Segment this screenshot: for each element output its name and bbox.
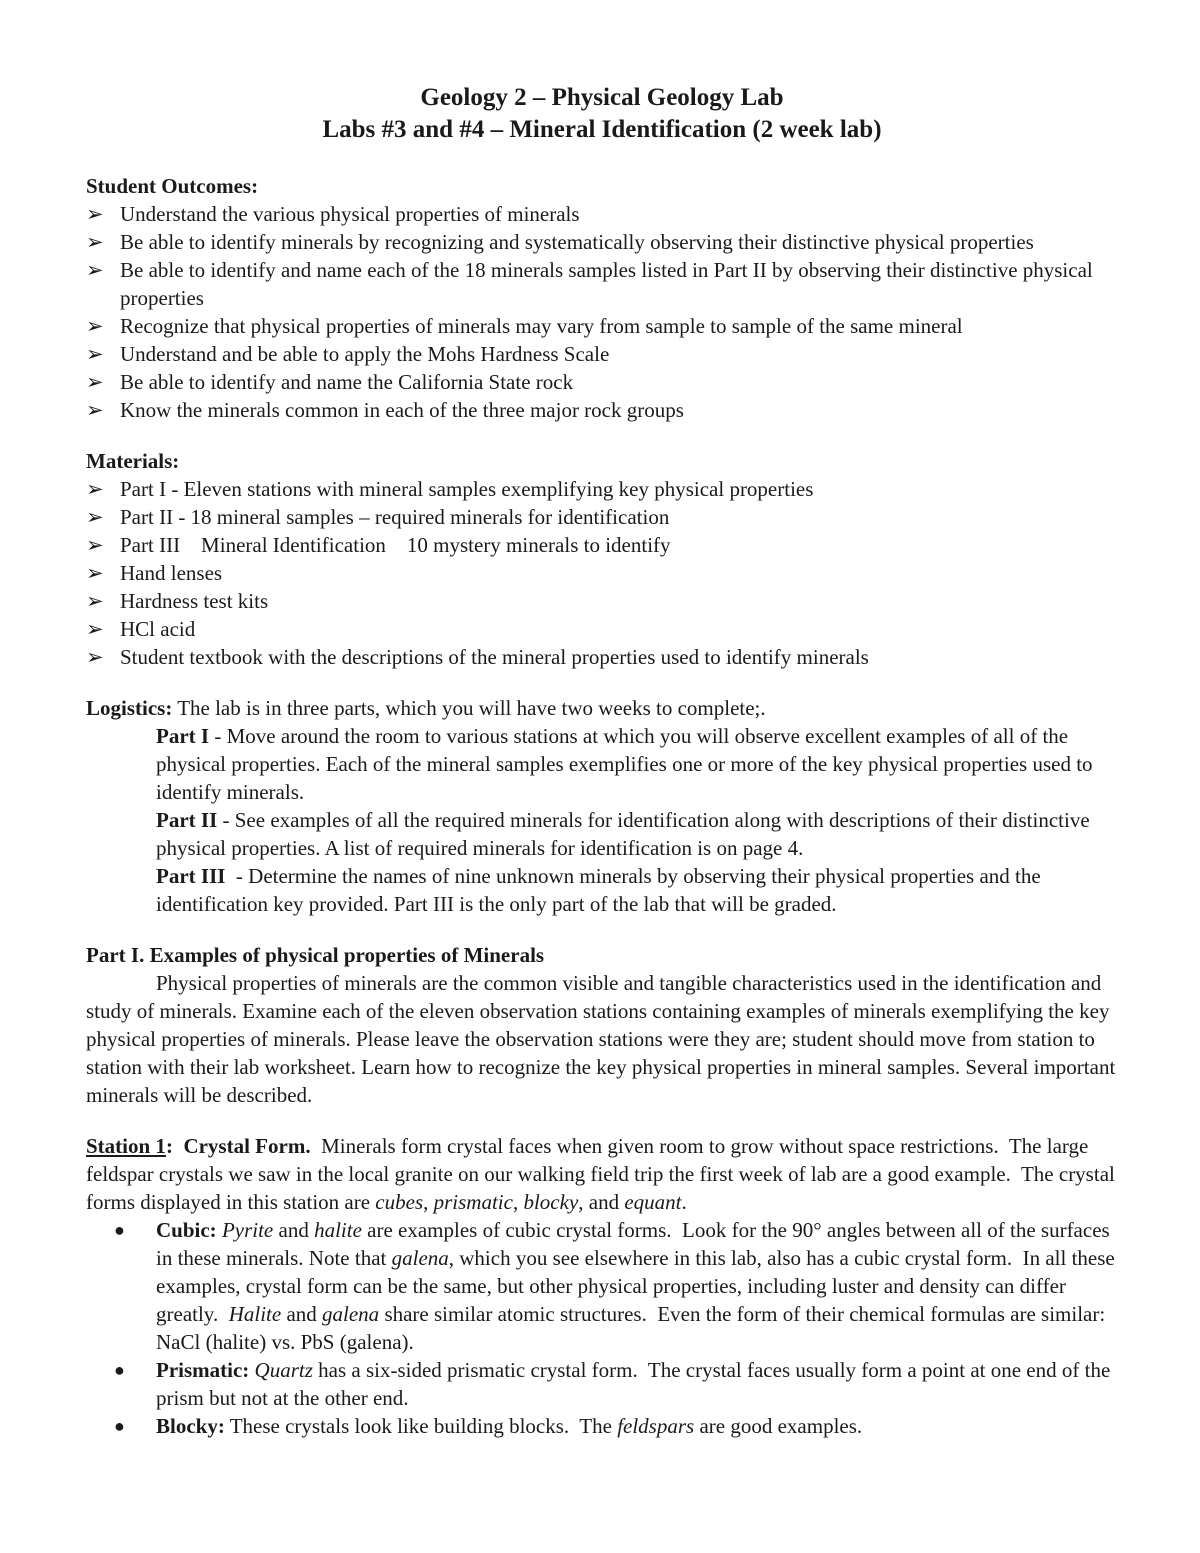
arrow-bullet-icon: ➢ — [86, 342, 104, 366]
list-item: ➢ Part III Mineral Identification 10 mystery minerals to identify — [86, 533, 671, 557]
arrow-bullet-icon: ➢ — [86, 645, 104, 669]
list-item: ➢ HCl acid — [86, 617, 196, 641]
list-item-blocky: ● Blocky: These crystals look like building blocks. The feldspars are good examples. — [114, 1414, 863, 1438]
part-one-heading: Part I. Examples of physical properties of Minerals — [86, 943, 545, 967]
bullet-dot-icon: ● — [114, 1416, 125, 1436]
logistics-part-2: Part II - See examples of all the required minerals for identification along with descriptions of their distinctive physical properties. A list of required minerals for identification is on page 4. — [156, 808, 1090, 860]
arrow-bullet-icon: ➢ — [86, 258, 104, 282]
list-item: ➢ Recognize that physical properties of minerals may vary from sample to sample of the same mineral — [86, 314, 963, 338]
arrow-bullet-icon: ➢ — [86, 617, 104, 641]
list-item: ➢ Hardness test kits — [86, 589, 269, 613]
arrow-bullet-icon: ➢ — [86, 477, 104, 501]
materials-heading: Materials: — [86, 449, 180, 473]
list-item: ➢ Student textbook with the descriptions of the mineral properties used to identify minerals — [86, 645, 869, 669]
arrow-bullet-icon: ➢ — [86, 370, 104, 394]
arrow-bullet-icon: ➢ — [86, 314, 104, 338]
list-item: ➢ Hand lenses — [86, 561, 223, 585]
student-outcomes-section — [86, 172, 1118, 424]
list-item: ➢ Know the minerals common in each of the three major rock groups — [86, 398, 684, 422]
list-item-cubic: ● Cubic: Pyrite and halite are examples of cubic crystal forms. Look for the 90° angles between all of the surfaces in these minerals. Note that galena, which you see elsewhere in this lab, also has a cubic crystal form. In all these examples, crystal form can be the same, but other physical properties, including luster and density can differ greatly. Halite and galena share similar atomic structures. Even the form of their chemical formulas are similar: NaCl (halite) vs. PbS (galena). — [114, 1218, 1120, 1354]
materials-section — [86, 447, 1118, 671]
logistics-intro: Logistics: The lab is in three parts, which you will have two weeks to complete;. — [86, 696, 766, 720]
logistics-part-1: Part I - Move around the room to various stations at which you will observe excellent examples of all of the physical properties. Each of the mineral samples exemplifies one or more of the key physical properties used to identify minerals. — [156, 724, 1093, 804]
list-item: ➢ Be able to identify and name each of the 18 minerals samples listed in Part II by observing their distinctive physical properties — [86, 258, 1093, 310]
arrow-bullet-icon: ➢ — [86, 398, 104, 422]
list-item: ➢ Part II - 18 mineral samples – required minerals for identification — [86, 505, 670, 529]
crystal-form-list — [86, 1216, 1118, 1440]
logistics-section — [86, 694, 1118, 918]
arrow-bullet-icon: ➢ — [86, 505, 104, 529]
course-title: Geology 2 – Physical Geology Lab — [420, 84, 784, 111]
list-item-prismatic: ● Prismatic: Quartz has a six-sided prismatic crystal form. The crystal faces usually form a point at one end of the prism but not at the other end. — [114, 1358, 1116, 1410]
list-item: ➢ Part I - Eleven stations with mineral samples exemplifying key physical properties — [86, 477, 814, 501]
arrow-bullet-icon: ➢ — [86, 589, 104, 613]
station-1-intro: Station 1: Crystal Form. Minerals form crystal faces when given room to grow without space restrictions. The large feldspar crystals we saw in the local granite on our walking field trip the first week of lab are a good example. The crystal forms displayed in this station are cubes, prismatic, blocky, and equant. — [86, 1134, 1121, 1214]
arrow-bullet-icon: ➢ — [86, 561, 104, 585]
list-item: ➢ Understand the various physical properties of minerals — [86, 202, 580, 226]
logistics-part-3: Part III - Determine the names of nine unknown minerals by observing their physical properties and the identification key provided. Part III is the only part of the lab that will be graded. — [156, 864, 1046, 916]
document-page — [86, 82, 1121, 1440]
list-item: ➢ Understand and be able to apply the Mohs Hardness Scale — [86, 342, 610, 366]
part-one-body: Physical properties of minerals are the common visible and tangible characteristics used in the identification and study of minerals. Examine each of the eleven observation stations containing examples of minerals exemplifying the key physical properties of minerals. Please leave the observation stations were they are; student should move from station to station with their lab worksheet. Learn how to recognize the key physical properties in mineral samples. Several important minerals will be described. — [86, 971, 1116, 1107]
student-outcomes-list — [86, 200, 1118, 424]
arrow-bullet-icon: ➢ — [86, 533, 104, 557]
student-outcomes-heading: Student Outcomes: — [86, 174, 259, 198]
materials-list — [86, 475, 1118, 671]
station-1-section — [86, 1132, 1121, 1440]
arrow-bullet-icon: ➢ — [86, 230, 104, 254]
logistics-parts — [86, 722, 1118, 918]
arrow-bullet-icon: ➢ — [86, 202, 104, 226]
bullet-dot-icon: ● — [114, 1220, 125, 1240]
lab-title: Labs #3 and #4 – Mineral Identification (2 week lab) — [322, 116, 882, 143]
bullet-dot-icon: ● — [114, 1360, 125, 1380]
part-one-section — [86, 941, 1118, 1109]
list-item: ➢ Be able to identify minerals by recognizing and systematically observing their distinctive physical properties — [86, 230, 1034, 254]
list-item: ➢ Be able to identify and name the California State rock — [86, 370, 574, 394]
